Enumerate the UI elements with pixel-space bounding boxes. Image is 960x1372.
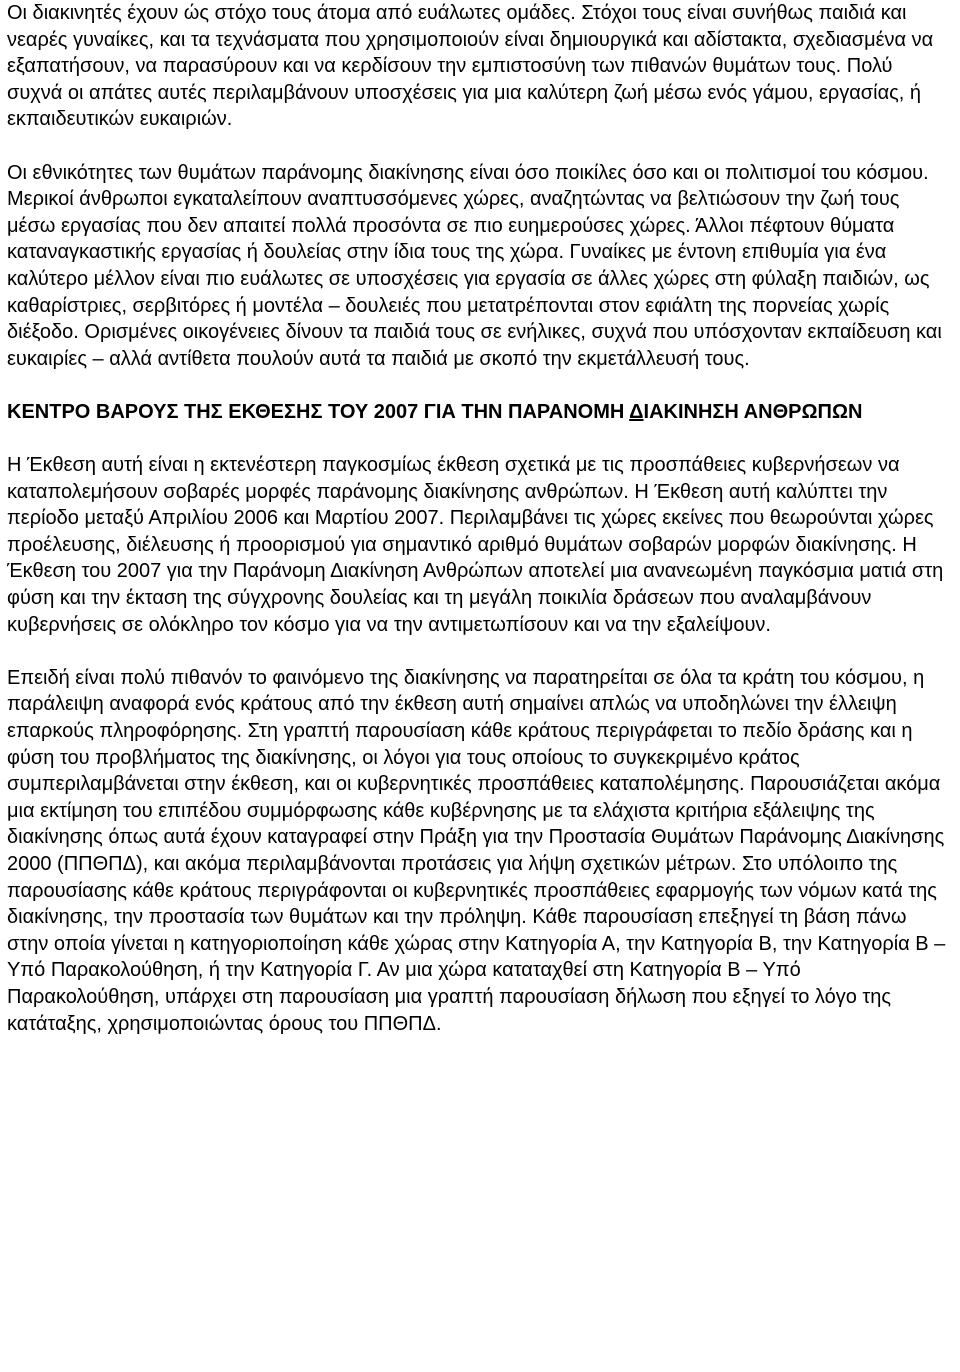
paragraph-traffickers-targets: Οι διακινητές έχουν ώς στόχο τους άτομα από ευάλωτες ομάδες. Στόχοι τους είναι συνήθως παιδιά και νεαρές γυναίκες, και τα τεχνάσματα που χρησιμοποιούν είναι δημιουργικά και αδίστακτα, σχεδιασμένα να εξαπατήσουν, να παρασύρουν και να κερδίσουν την εμπιστοσύνη των πιθανών θυμάτων τους. Πολύ συχνά οι απάτες αυτές περιλαμβάνουν υποσχέσεις για μια καλύτερη ζωή μέσω ενός γάμου, εργασίας, ή εκπαιδευτικών ευκαιριών.	[7, 2, 934, 131]
heading-underlined-letter: Δ	[629, 400, 644, 423]
paragraph-victim-nationalities: Οι εθνικότητες των θυμάτων παράνομης διακίνησης είναι όσο ποικίλες όσο και οι πολιτισμοί του κόσμου. Μερικοί άνθρωποι εγκαταλείπουν αναπτυσσόμενες χώρες, αναζητώντας να βελτιώσουν την ζωή τους μέσω εργασίας που δεν απαιτεί πολλά προσόντα σε πιο ευημερούσες χώρες. Άλλοι πέφτουν θύματα καταναγκαστικής εργασίας ή δουλείας στην ίδια τους της χώρα. Γυναίκες με έντονη επιθυμία για ένα καλύτερο μέλλον είναι πιο ευάλωτες σε υποσχέσεις για εργασία σε άλλες χώρες στη φύλαξη παιδιών, ως καθαρίστριες, σερβιτόρες ή μοντέλα – δουλειές που μετατρέπονται στον εφιάλτη της πορνείας χωρίς διέξοδο. Ορισμένες οικογένειες δίνουν τα παιδιά τους σε ενήλικες, συχνά που υπόσχονταν εκπαίδευση και ευκαιρίες – αλλά αντίθετα πουλούν αυτά τα παιδιά με σκοπό την εκμετάλλευσή τους.	[7, 161, 942, 370]
heading-text-part1: ΚΕΝΤΡΟ ΒΑΡΟΥΣ ΤΗΣ ΕΚΘΕΣΗΣ ΤΟΥ 2007 ΓΙΑ ΤΗΝ ΠΑΡΑΝΟΜΗ	[7, 400, 630, 423]
section-heading	[7, 399, 953, 426]
heading-text-part2: ΙΑΚΙΝΗΣΗ ΑΝΘΡΩΠΩΝ	[643, 400, 863, 423]
paragraph-report-scope: Η Έκθεση αυτή είναι η εκτενέστερη παγκοσμίως έκθεση σχετικά με τις προσπάθειες κυβερνήσεων να καταπολεμήσουν σοβαρές μορφές παράνομης διακίνησης ανθρώπων. Η Έκθεση αυτή καλύπτει την περίοδο μεταξύ Απριλίου 2006 και Μαρτίου 2007. Περιλαμβάνει τις χώρες εκείνες που θεωρούνται χώρες προέλευσης, διέλευσης ή προορισμού για σημαντικό αριθμό θυμάτων σοβαρών μορφών διακίνησης. Η Έκθεση του 2007 για την Παράνομη Διακίνηση Ανθρώπων αποτελεί μια ανανεωμένη παγκόσμια ματιά στη φύση και την έκταση της σύγχρονης δουλείας και τη μεγάλη ποικιλία δράσεων που αναλαμβάνουν κυβερνήσεις σε ολόκληρο τον κόσμο για να την αντιμετωπίσουν και να την εξαλείψουν.	[7, 454, 944, 636]
paragraph-country-narratives: Επειδή είναι πολύ πιθανόν το φαινόμενο της διακίνησης να παρατηρείται σε όλα τα κράτη του κόσμου, η παράλειψη αναφορά ενός κράτους από την έκθεση αυτή σημαίνει απλώς να υποδηλώνει την έλλειψη επαρκούς πληροφόρησης. Στη γραπτή παρουσίαση κάθε κράτους περιγράφεται το πεδίο δράσης και η φύση του προβλήματος της διακίνησης, οι λόγοι για τους οποίους το συγκεκριμένο κράτος συμπεριλαμβάνεται στην έκθεση, και οι κυβερνητικές προσπάθειες καταπολέμησης. Παρουσιάζεται ακόμα μια εκτίμηση του επιπέδου συμμόρφωσης κάθε κυβέρνησης με τα ελάχιστα κριτήρια εξάλειψης της διακίνησης όπως αυτά έχουν καταγραφεί στην Πράξη για την Προστασία Θυμάτων Παράνομης Διακίνησης 2000 (ΠΠΘΠΔ), και ακόμα περιλαμβάνονται προτάσεις για λήψη σχετικών μέτρων. Στο υπόλοιπο της παρουσίασης κάθε κράτους περιγράφονται οι κυβερνητικές προσπάθειες εφαρμογής των νόμων κατά της διακίνησης, την προστασία των θυμάτων και την πρόληψη. Κάθε παρουσίαση επεξηγεί τη βάση πάνω στην οποία γίνεται η κατηγοριοποίηση κάθε χώρας στην Κατηγορία Α, την Κατηγορία Β, την Κατηγορία Β – Υπό Παρακολούθηση, ή την Κατηγορία Γ. Αν μια χώρα καταταχθεί στη Κατηγορία Β – Υπό Παρακολούθηση, υπάρχει στη παρουσίαση μια γραπτή παρουσίαση δήλωση που εξηγεί το λόγο της κατάταξης, χρησιμοποιώντας όρους του ΠΠΘΠΔ.	[7, 666, 946, 1035]
document-page	[7, 0, 953, 1037]
